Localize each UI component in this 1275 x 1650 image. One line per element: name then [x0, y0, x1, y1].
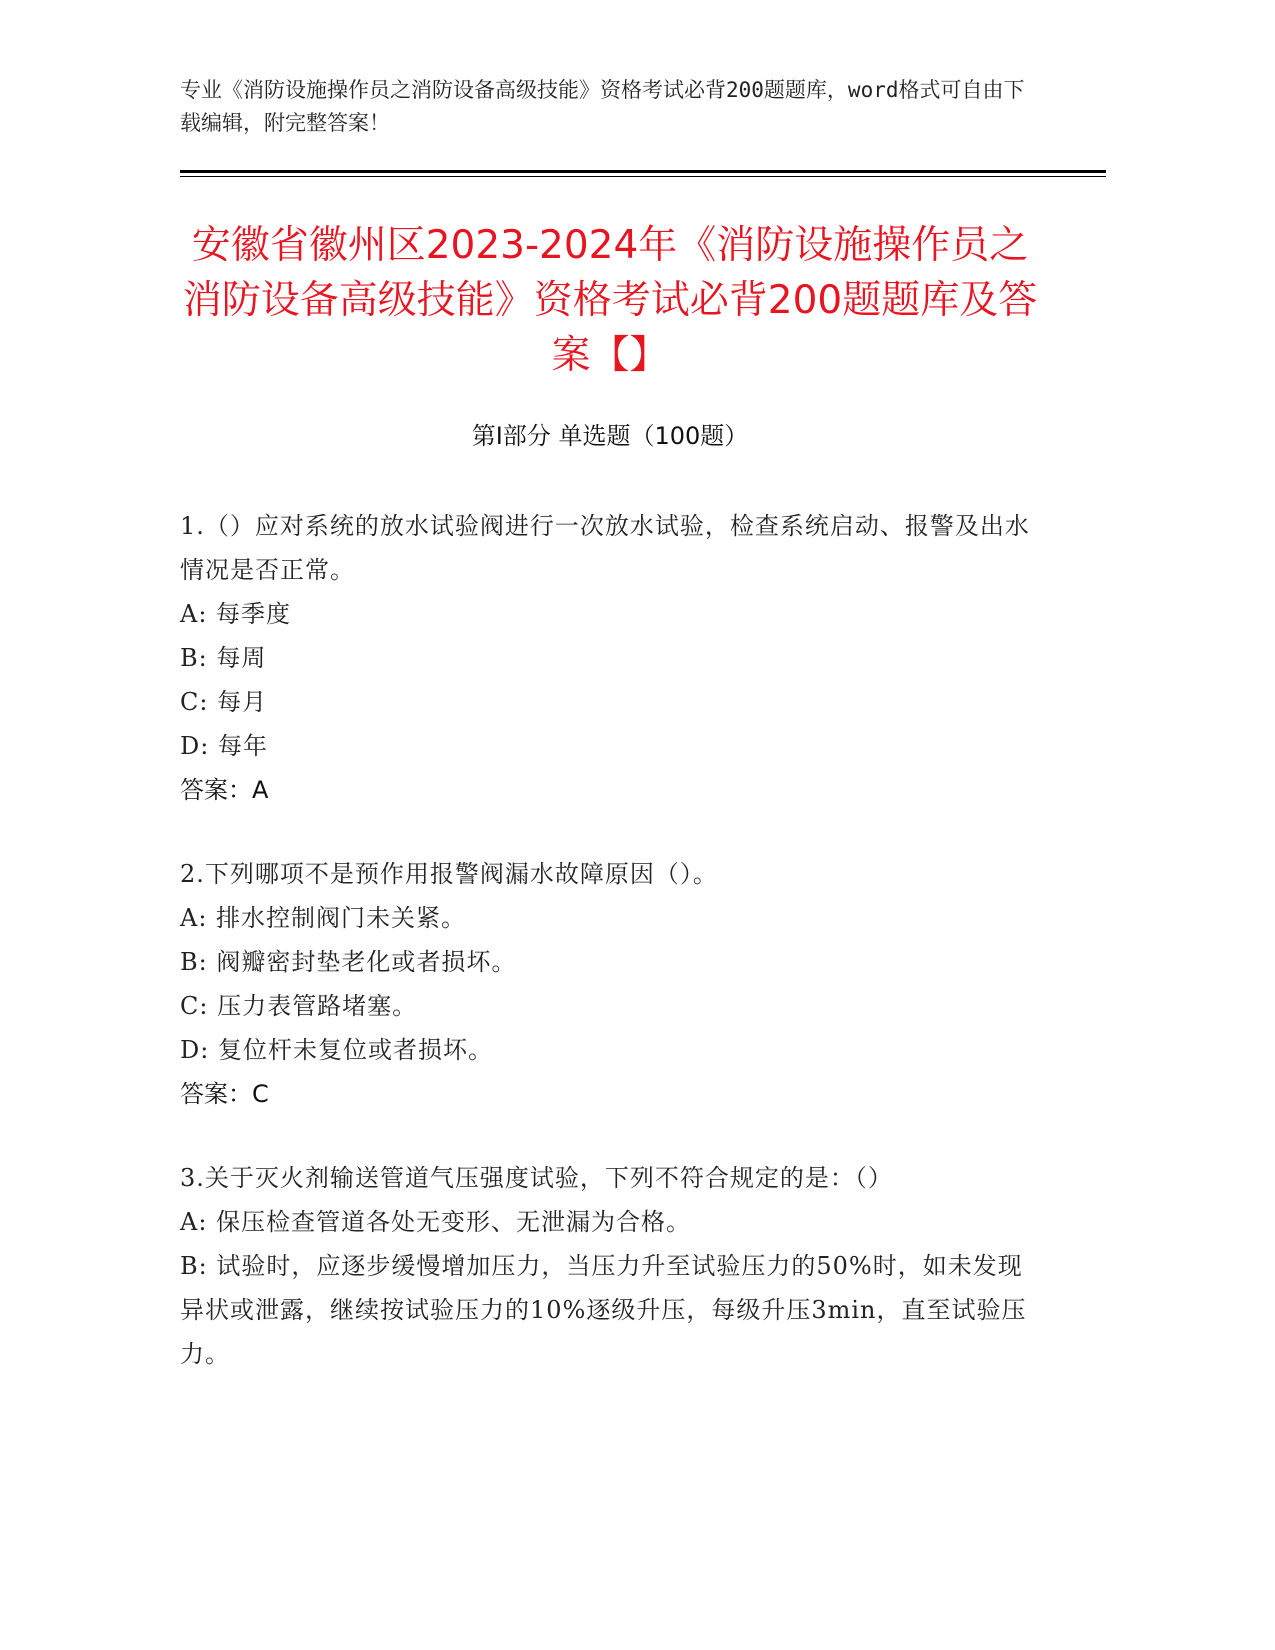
question-1 [180, 504, 1040, 812]
document-title: 安徽省徽州区2023-2024年《消防设施操作员之消防设备高级技能》资格考试必背200题题库及答案【】 [182, 223, 1038, 378]
answer: 答案：A [180, 776, 269, 804]
question-stem: 2.下列哪项不是预作用报警阀漏水故障原因（）。 [180, 860, 718, 888]
header-rule-thin [180, 176, 1106, 177]
option-a: A: 保压检查管道各处无变形、无泄漏为合格。 [180, 1208, 692, 1236]
option-c: C: 每月 [180, 688, 268, 716]
question-2 [180, 852, 1040, 1116]
question-list [180, 504, 1040, 1416]
option-a: A: 每季度 [180, 600, 292, 628]
header-rule-thick [180, 170, 1106, 173]
section-heading: 第I部分 单选题（100题） [471, 422, 749, 450]
option-d: D: 每年 [180, 732, 268, 760]
option-c: C: 压力表管路堵塞。 [180, 992, 418, 1020]
option-b: B: 试验时，应逐步缓慢增加压力，当压力升至试验压力的50%时，如未发现异状或泄露，继续按试验压力的10%逐级升压，每级升压3min，直至试验压力。 [180, 1252, 1027, 1368]
option-a: A: 排水控制阀门未关紧。 [180, 904, 467, 932]
option-d: D: 复位杆未复位或者损坏。 [180, 1036, 493, 1064]
option-b: B: 每周 [180, 644, 267, 672]
option-b: B: 阀瓣密封垫老化或者损坏。 [180, 948, 517, 976]
question-stem: 3.关于灭火剂输送管道气压强度试验，下列不符合规定的是：（） [180, 1164, 893, 1192]
question-3 [180, 1156, 1040, 1376]
answer: 答案：C [180, 1080, 269, 1108]
header-note: 专业《消防设施操作员之消防设备高级技能》资格考试必背200题题库，word格式可自由下载编辑，附完整答案！ [180, 78, 1025, 135]
question-stem: 1.（）应对系统的放水试验阀进行一次放水试验，检查系统启动、报警及出水情况是否正常。 [180, 512, 1030, 584]
